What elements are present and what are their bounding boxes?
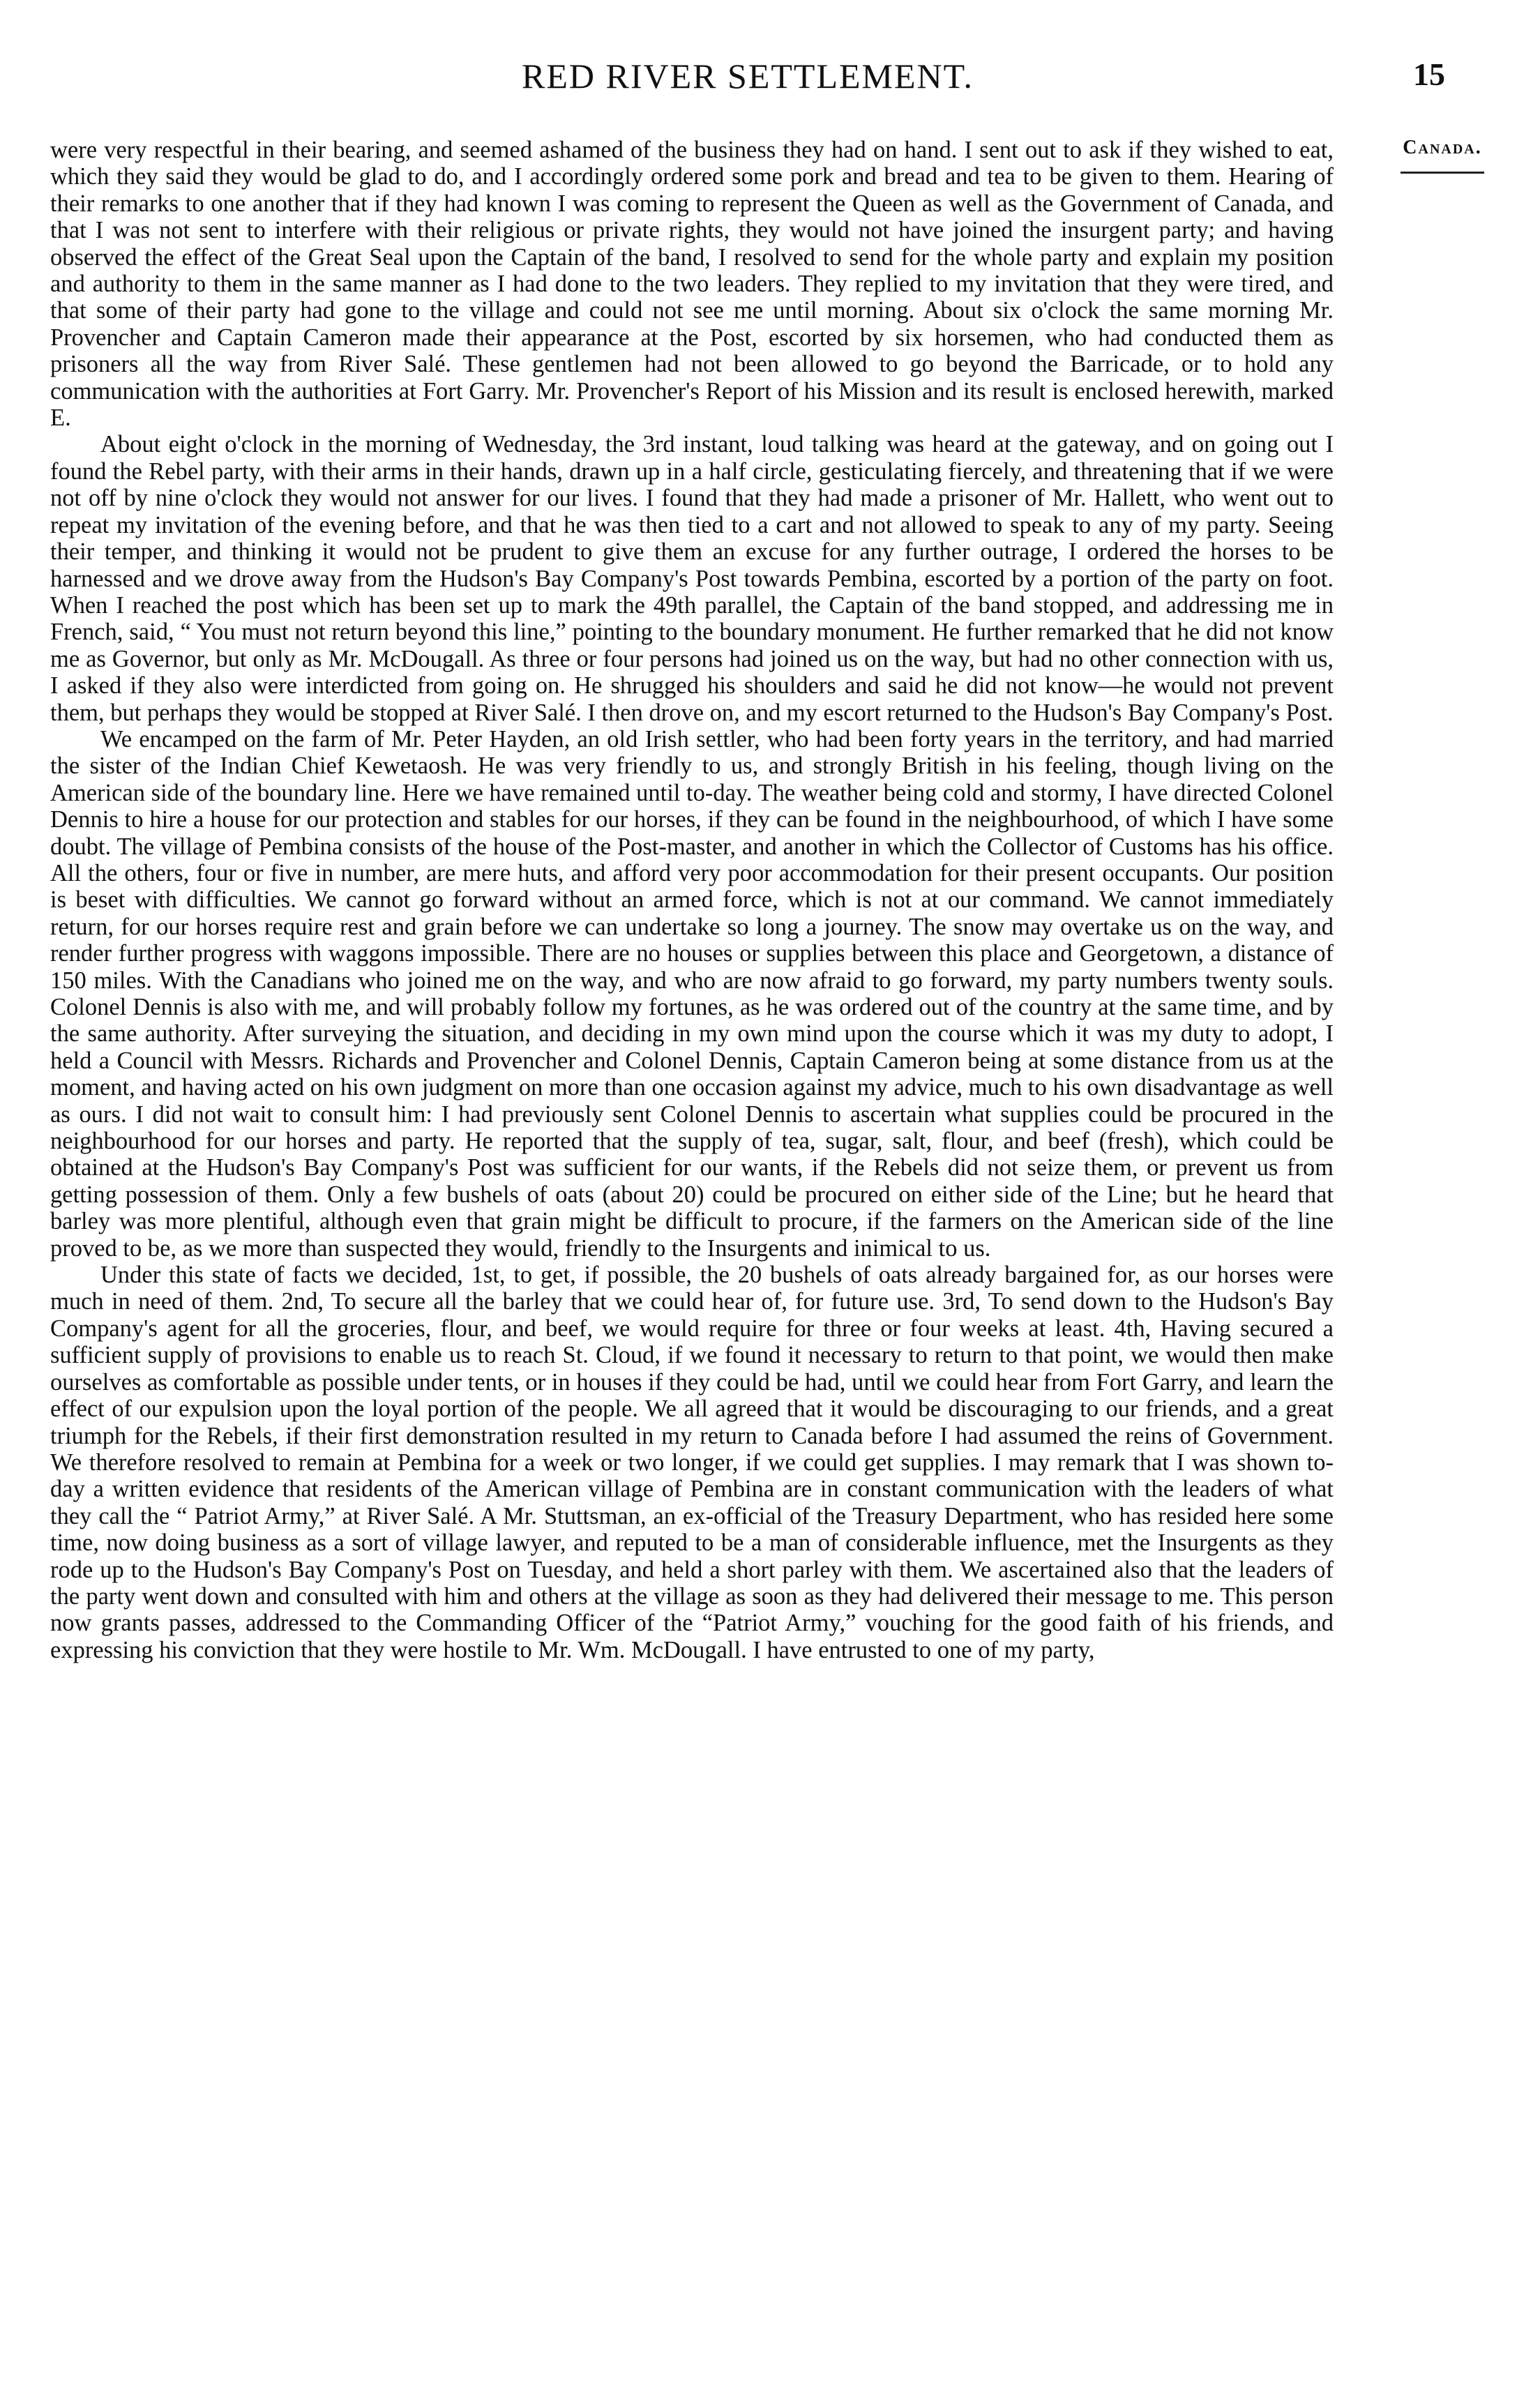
margin-label: Canada. xyxy=(1403,137,1482,158)
page-number: 15 xyxy=(1413,56,1445,92)
margin-note xyxy=(1373,137,1512,174)
body-text xyxy=(50,137,1334,1663)
margin-rule xyxy=(1401,172,1484,174)
running-title: RED RIVER SETTLEMENT. xyxy=(522,56,974,96)
paragraph-3: We encamped on the farm of Mr. Peter Hayden, an old Irish settler, who had been forty years in the territory, and had married the sister of the Indian Chief Kewetaosh. He was very friendly to us, and strongly British in his feeling, though living on the American side of the boundary line. Here we have remained until to-day. The weather being cold and stormy, I have directed Colonel Dennis to hire a house for our protection and stables for our horses, if they can be found in the neighbourhood, of which I have some doubt. The village of Pembina consists of the house of the Post-master, and another in which the Collector of Customs has his office. All the others, four or five in number, are mere huts, and afford very poor accommodation for their present occupants. Our position is beset with difficulties. We cannot go forward without an armed force, which is not at our command. We cannot immediately return, for our horses require rest and grain before we can undertake so long a journey. The snow may overtake us on the way, and render further progress with waggons impossible. There are no houses or supplies between this place and Georgetown, a distance of 150 miles. With the Canadians who joined me on the way, and who are now afraid to go forward, my party numbers twenty souls. Colonel Dennis is also with me, and will probably follow my fortunes, as he was ordered out of the country at the same time, and by the same authority. After surveying the situation, and deciding in my own mind upon the course which it was my duty to adopt, I held a Council with Messrs. Richards and Provencher and Colonel Dennis, Captain Cameron being at some distance from us at the moment, and having acted on his own judgment on more than one occasion against my advice, much to his own disadvantage as well as ours. I did not wait to consult him: I had previously sent Colonel Dennis to ascertain what supplies could be procured in the neighbourhood for our horses and party. He reported that the supply of tea, sugar, salt, flour, and beef (fresh), which could be obtained at the Hudson's Bay Company's Post was sufficient for our wants, if the Rebels did not seize them, or prevent us from getting possession of them. Only a few bushels of oats (about 20) could be procured on either side of the Line; but he heard that barley was more plentiful, although even that grain might be difficult to procure, if the farmers on the American side of the line proved to be, as we more than suspected they would, friendly to the Insurgents and inimical to us. xyxy=(50,725,1334,1262)
paragraph-4: Under this state of facts we decided, 1st, to get, if possible, the 20 bushels of oats already bargained for, as our horses were much in need of them. 2nd, To secure all the barley that we could hear of, for future use. 3rd, To send down to the Hudson's Bay Company's agent for all the groceries, flour, and beef, we would require for three or four weeks at least. 4th, Having secured a sufficient supply of provisions to enable us to reach St. Cloud, if we found it necessary to return to that point, we would then make ourselves as comfortable as possible under tents, or in houses if they could be had, until we could hear from Fort Garry, and learn the effect of our expulsion upon the loyal portion of the people. We all agreed that it would be discouraging to our friends, and a great triumph for the Rebels, if their first demonstration resulted in my return to Canada before I had assumed the reins of Government. We therefore resolved to remain at Pembina for a week or two longer, if we could get supplies. I may remark that I was shown to-day a written evidence that residents of the American village of Pembina are in constant communication with the leaders of what they call the “ Patriot Army,” at River Salé. A Mr. Stuttsman, an ex-official of the Treasury Department, who has resided here some time, now doing business as a sort of village lawyer, and reputed to be a man of considerable influence, met the Insurgents as they rode up to the Hudson's Bay Company's Post on Tuesday, and held a short parley with them. We ascertained also that the leaders of the party went down and consulted with him and others at the village as soon as they had delivered their message to me. This person now grants passes, addressed to the Commanding Officer of the “Patriot Army,” vouching for the good faith of his friends, and expressing his conviction that they were hostile to Mr. Wm. McDougall. I have entrusted to one of my party, xyxy=(50,1262,1334,1663)
paragraph-1: were very respectful in their bearing, and seemed ashamed of the business they had on hand. I sent out to ask if they wished to eat, which they said they would be glad to do, and I accordingly ordered some pork and bread and tea to be given to them. Hearing of their remarks to one another that if they had known I was coming to represent the Queen as well as the Government of Canada, and that I was not sent to interfere with their religious or private rights, they would not have joined the insurgent party; and having observed the effect of the Great Seal upon the Captain of the band, I resolved to send for the whole party and explain my position and authority to them in the same manner as I had done to the two leaders. They replied to my invitation that they were tired, and that some of their party had gone to the village and could not see me until morning. About six o'clock the same morning Mr. Provencher and Captain Cameron made their appearance at the Post, escorted by six horsemen, who had conducted them as prisoners all the way from River Salé. These gentlemen had not been allowed to go beyond the Barricade, or to hold any communication with the authorities at Fort Garry. Mr. Provencher's Report of his Mission and its result is enclosed herewith, marked E. xyxy=(50,137,1334,432)
paragraph-2: About eight o'clock in the morning of Wednesday, the 3rd instant, loud talking was heard at the gateway, and on going out I found the Rebel party, with their arms in their hands, drawn up in a half circle, gesticulating fiercely, and threatening that if we were not off by nine o'clock they would not answer for our lives. I found that they had made a prisoner of Mr. Hallett, who went out to repeat my invitation of the evening before, and that he was then tied to a cart and not allowed to speak to any of my party. Seeing their temper, and thinking it would not be prudent to give them an excuse for any further outrage, I ordered the horses to be harnessed and we drove away from the Hudson's Bay Company's Post towards Pembina, escorted by a portion of the party on foot. When I reached the post which has been set up to mark the 49th parallel, the Captain of the band stopped, and addressing me in French, said, “ You must not return beyond this line,” pointing to the boundary monument. He further remarked that he did not know me as Governor, but only as Mr. McDougall. As three or four persons had joined us on the way, but had no other connection with us, I asked if they also were interdicted from going on. He shrugged his shoulders and said he did not know—he would not prevent them, but perhaps they would be stopped at River Salé. I then drove on, and my escort returned to the Hudson's Bay Company's Post. xyxy=(50,431,1334,726)
page-header xyxy=(50,56,1445,105)
